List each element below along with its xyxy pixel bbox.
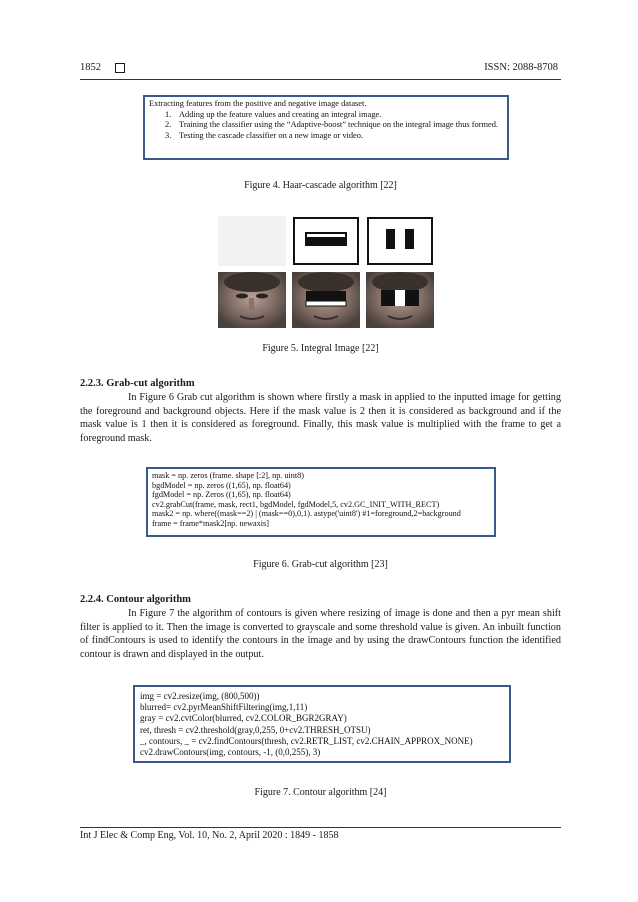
code-line: gray = cv2.cvtColor(blurred, cv2.COLOR_BGR2GRAY) [140,713,347,724]
face-sample-3 [366,272,434,328]
checkbox-square-icon [115,63,125,73]
code-line: mask = np. zeros (frame. shape [:2], np. uint8) [152,471,304,480]
face-sample-2 [292,272,360,328]
code-line: img = cv2.resize(img, (800,500)) [140,691,260,701]
code-line: blurred= cv2.pyrMeanShiftFiltering(img,1,11) [140,702,308,713]
figure5-integral-image [218,216,436,330]
journal-issn: ISSN: 2088-8708 [484,62,558,73]
section-heading-contour: 2.2.4. Contour algorithm [80,594,191,605]
figure5-caption: Figure 5. Integral Image [22] [262,343,379,354]
figure4-step-3: 3. Testing the cascade classifier on a new image or video. [165,130,364,140]
figure4-intro-line: Extracting features from the positive and negative image dataset. [149,99,367,108]
blank-panel [218,216,286,266]
figure4-step-1: 1. Adding up the feature values and creating an integral image. [165,109,382,119]
face-sample-1 [218,272,286,328]
figure4-caption: Figure 4. Haar-cascade algorithm [22] [244,180,397,191]
grab-cut-paragraph: In Figure 6 Grab cut algorithm is shown where firstly a mask in applied to the inputted image for getting the foreground and background objects. Here if the mask value is 2 then it is considered as background and if the mask value is 1 then it is considered as foreground. Finally, this mask value is multiplied with the frame to get a foreground mask. [80,392,561,444]
journal-citation-footer: Int J Elec & Comp Eng, Vol. 10, No. 2, April 2020 : 1849 - 1858 [80,830,339,841]
code-line: frame = frame*mask2[np. newaxis] [152,518,269,528]
header-rule [80,79,561,80]
contour-paragraph: In Figure 7 the algorithm of contours is given where resizing of image is done and then a pyr mean shift filter is applied to it. Then the image is converted to grayscale and some threshold value is given. An inbuilt function of findContours is used to identify the contours in the image and by using the drawContours function the identified contour is drawn and displayed in the output. [80,608,561,660]
code-line: bgdModel = np. zeros ((1,65), np. float64) [152,480,291,490]
code-line: cv2.grabCut(frame, mask, rect1, bgdModel, fgdModel,5, cv2.GC_INIT_WITH_RECT) [152,499,440,509]
running-header-left [80,62,125,73]
figure4-algorithm-box [143,95,509,160]
figure4-step-2: 2. Training the classifier using the “Adaptive-boost” technique on the integral image thus formed. [165,120,499,130]
code-line: ret, thresh = cv2.threshold(gray,0,255, 0+cv2.THRESH_OTSU) [140,724,371,735]
figure6-caption: Figure 6. Grab-cut algorithm [23] [253,559,388,570]
code-line: fgdModel = np. Zeros ((1,65), np. float64) [152,490,291,499]
footer-rule [80,827,561,828]
code-line: _, contours, _ = cv2.findContours(thresh, cv2.RETR_LIST, cv2.CHAIN_APPROX_NONE) [140,735,473,746]
figure7-caption: Figure 7. Contour algorithm [24] [254,787,387,798]
code-line: mask2 = np. where((mask==2) | (mask==0),0,1). astype('uint8') #1=foreground,2=background [152,509,461,518]
section-heading-grab-cut: 2.2.3. Grab-cut algorithm [80,378,195,389]
page-number: 1852 [80,62,101,73]
code-line: cv2.drawContours(img, contours, -1, (0,0,255), 3) [140,747,321,758]
figure7-code-box [133,685,511,763]
figure6-code-box [146,467,496,537]
